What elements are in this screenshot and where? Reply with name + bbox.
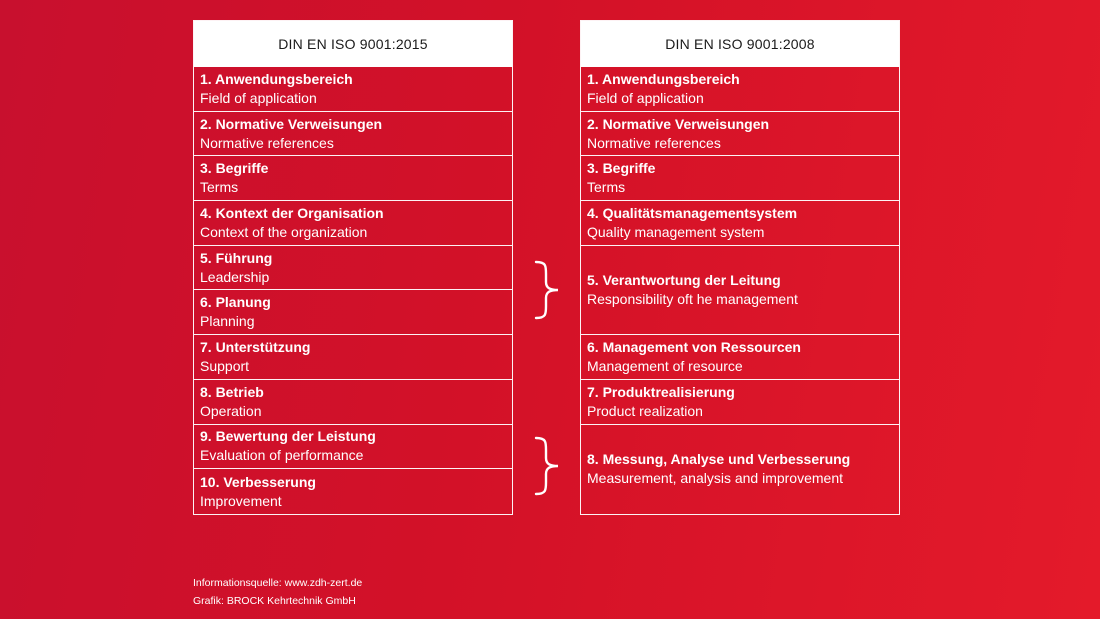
footer-source: Informationsquelle: www.zdh-zert.de	[193, 577, 363, 589]
row-title-de: 7. Produktrealisierung	[587, 383, 735, 400]
row-title-en: Context of the organization	[200, 223, 368, 240]
iso-2015-row	[194, 67, 512, 112]
row-title-de: 7. Unterstützung	[200, 338, 311, 355]
row-title-en: Planning	[200, 313, 255, 330]
iso-2015-row	[194, 201, 512, 246]
iso-2015-row	[194, 425, 512, 470]
row-title-en: Evaluation of performance	[200, 447, 364, 464]
iso-2008-row	[581, 156, 899, 201]
footer-graphic-credit: Grafik: BROCK Kehrtechnik GmbH	[193, 595, 356, 607]
right-curly-brace-icon	[532, 260, 562, 320]
iso-2015-header: DIN EN ISO 9001:2015	[194, 21, 512, 67]
row-title-en: Normative references	[587, 134, 721, 151]
iso-2008-column	[580, 20, 900, 515]
row-title-de: 6. Management von Ressourcen	[587, 338, 801, 355]
row-title-en: Product realization	[587, 402, 703, 419]
row-title-de: 8. Betrieb	[200, 383, 264, 400]
row-title-de: 8. Messung, Analyse und Verbesserung	[587, 451, 851, 468]
row-title-de: 3. Begriffe	[200, 160, 269, 177]
iso-2015-row	[194, 156, 512, 201]
row-title-en: Operation	[200, 402, 262, 419]
row-title-en: Support	[200, 357, 250, 374]
row-title-en: Terms	[587, 179, 626, 196]
row-title-de: 5. Verantwortung der Leitung	[587, 271, 781, 288]
iso-2015-row	[194, 112, 512, 157]
iso-2015-row	[194, 469, 512, 514]
row-title-de: 5. Führung	[200, 249, 273, 266]
iso-2008-row	[581, 112, 899, 157]
row-title-en: Terms	[200, 179, 239, 196]
iso-2008-row	[581, 380, 899, 425]
row-title-de: 6. Planung	[200, 294, 271, 311]
row-title-en: Field of application	[200, 89, 317, 106]
row-title-en: Measurement, analysis and improvement	[587, 470, 844, 487]
iso-2008-row	[581, 335, 899, 380]
row-title-en: Improvement	[200, 492, 282, 509]
row-title-de: 4. Qualitätsmanagementsystem	[587, 204, 798, 221]
row-title-en: Normative references	[200, 134, 334, 151]
iso-2015-row	[194, 335, 512, 380]
iso-2008-header: DIN EN ISO 9001:2008	[581, 21, 899, 67]
iso-2008-row-merged	[581, 246, 899, 335]
iso-2008-row	[581, 67, 899, 112]
iso-2015-row	[194, 380, 512, 425]
row-title-de: 3. Begriffe	[587, 160, 656, 177]
row-title-en: Field of application	[587, 89, 704, 106]
iso-2008-row-merged	[581, 425, 899, 514]
row-title-de: 1. Anwendungsbereich	[587, 70, 740, 87]
row-title-en: Quality management system	[587, 223, 765, 240]
iso-2015-column	[193, 20, 513, 515]
right-curly-brace-icon	[532, 436, 562, 496]
row-title-en: Leadership	[200, 268, 270, 285]
row-title-de: 10. Verbesserung	[200, 473, 316, 490]
row-title-en: Responsibility oft he management	[587, 290, 798, 307]
row-title-de: 2. Normative Verweisungen	[200, 115, 383, 132]
iso-2015-row	[194, 246, 512, 291]
row-title-de: 4. Kontext der Organisation	[200, 204, 384, 221]
row-title-de: 1. Anwendungsbereich	[200, 70, 353, 87]
iso-2015-row	[194, 290, 512, 335]
iso-2008-row	[581, 201, 899, 246]
row-title-de: 2. Normative Verweisungen	[587, 115, 770, 132]
row-title-de: 9. Bewertung der Leistung	[200, 428, 376, 445]
row-title-en: Management of resource	[587, 357, 743, 374]
